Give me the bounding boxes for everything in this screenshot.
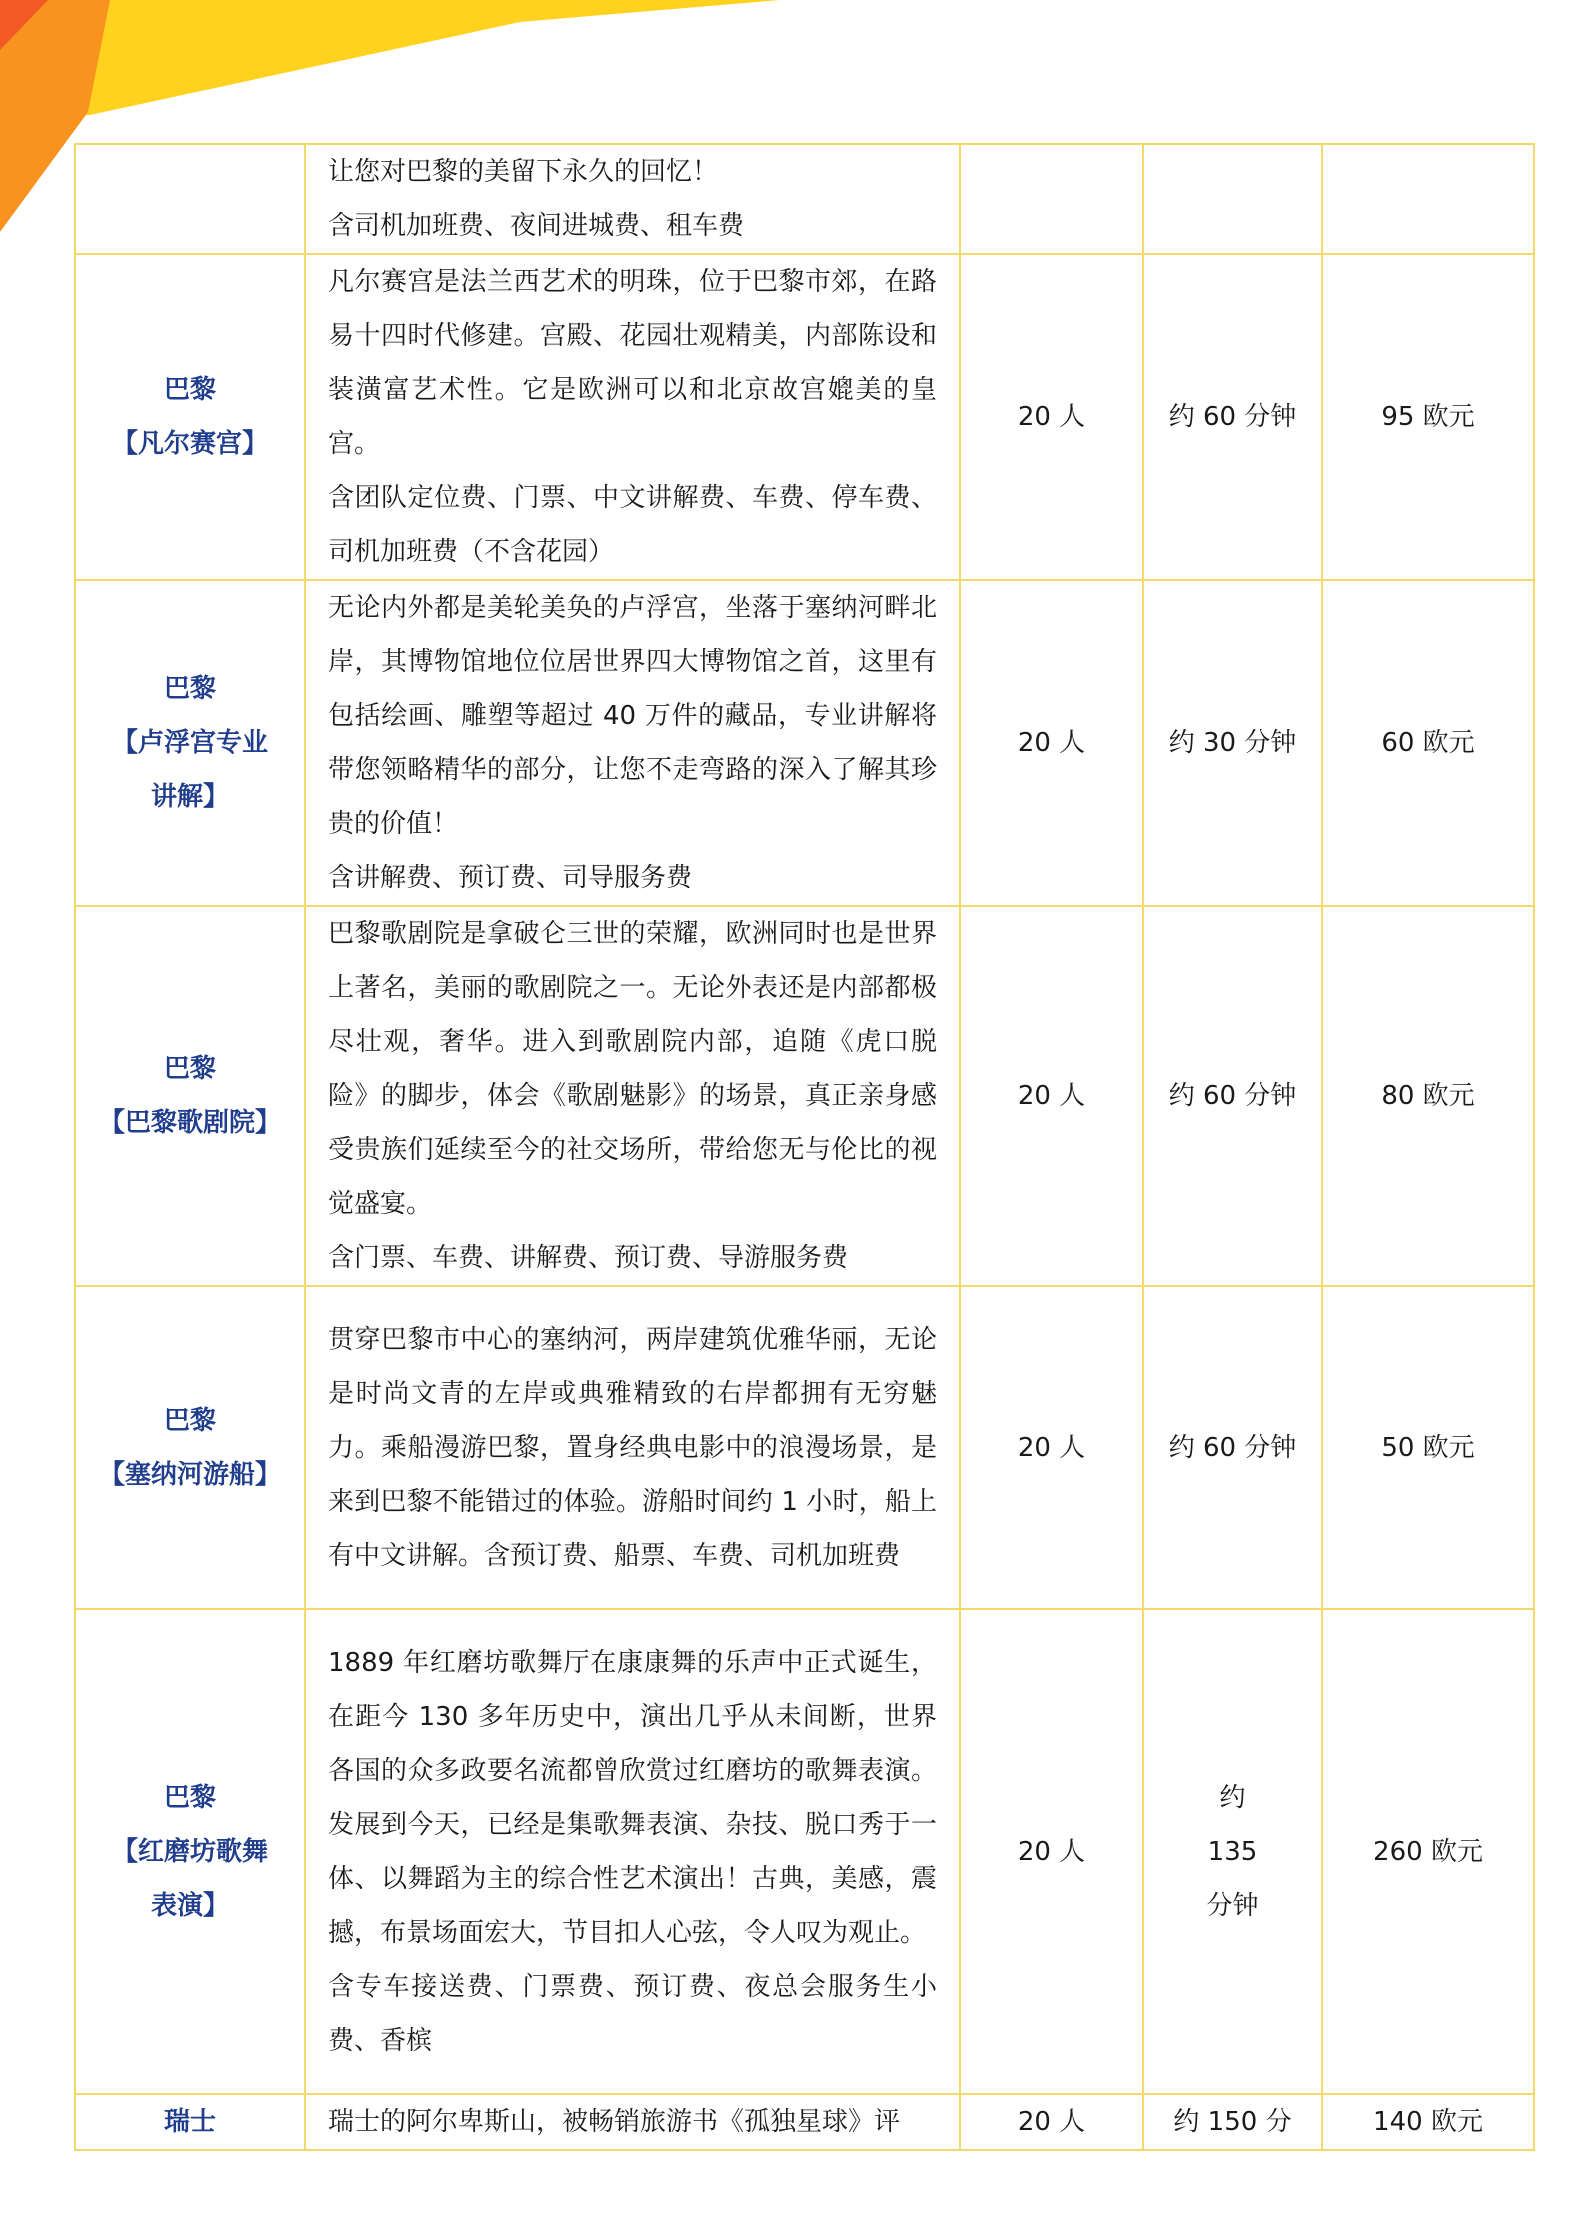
place-name-line: 【巴黎歌剧院】 [98,1108,281,1138]
includes-text: 含司机加班费、夜间进城费、租车费 [328,211,745,241]
description-text: 瑞士的阿尔卑斯山，被畅销旅游书《孤独星球》评 [328,2107,901,2137]
duration-cell: 约 60 分钟 [1143,906,1322,1286]
place-cell [75,2094,305,2150]
description-text: 让您对巴黎的美留下永久的回忆！ [328,157,719,187]
table-row [75,254,1534,580]
people-cell [960,144,1143,254]
place-cell [75,906,305,1286]
people-cell: 20 人 [960,2094,1143,2150]
price-cell: 60 欧元 [1322,580,1534,906]
description-cell [305,906,960,1286]
place-city: 巴黎 [163,1782,216,1813]
place-name-line: 【凡尔赛宫】 [111,429,268,459]
people-cell: 20 人 [960,1286,1143,1609]
table-row [75,2094,1534,2150]
duration-cell: 约 135 分钟 [1143,1609,1322,2094]
duration-cell [1143,144,1322,254]
place-name-line: 讲解】 [150,782,229,812]
people-cell: 20 人 [960,906,1143,1286]
place-name-line: 【红磨坊歌舞 [111,1836,268,1867]
description-cell [305,2094,960,2150]
place-city: 巴黎 [163,674,216,704]
description-cell [305,254,960,580]
place-city: 巴黎 [163,1405,216,1436]
description-cell [305,1286,960,1609]
activity-table [74,143,1535,2151]
place-name-line: 【卢浮宫专业 [111,728,268,758]
people-cell: 20 人 [960,580,1143,906]
table-row [75,906,1534,1286]
price-cell: 260 欧元 [1322,1609,1534,2094]
place-cell [75,1609,305,2094]
table-row [75,1286,1534,1609]
place-cell [75,144,305,254]
place-city: 巴黎 [163,375,216,405]
price-cell [1322,144,1534,254]
place-cell [75,1286,305,1609]
description-cell [305,144,960,254]
description-text: 1889 年红磨坊歌舞厅在康康舞的乐声中正式诞生，在距今 130 多年历史中，演出几乎从未间断，世界各国的众多政要名流都曾欣赏过红磨坊的歌舞表演。发展到今天，已经是集歌舞表演、杂技、脱口秀于一体、以舞蹈为主的综合性艺术演出！古典，美感，震撼，布景场面宏大，节目扣人心弦，令人叹为观止。 [328,1647,937,1948]
includes-text: 含门票、车费、讲解费、预订费、导游服务费 [328,1243,849,1273]
table-row [75,144,1534,254]
place-cell [75,580,305,906]
people-cell: 20 人 [960,1609,1143,2094]
includes-text: 含讲解费、预订费、司导服务费 [328,863,693,893]
place-city: 巴黎 [163,1054,216,1084]
place-city: 瑞士 [163,2107,216,2137]
duration-cell: 约 60 分钟 [1143,254,1322,580]
duration-cell: 约 60 分钟 [1143,1286,1322,1609]
description-text: 凡尔赛宫是法兰西艺术的明珠，位于巴黎市郊，在路易十四时代修建。宫殿、花园壮观精美，内部陈设和装潢富艺术性。它是欧洲可以和北京故宫媲美的皇宫。 [328,267,937,459]
description-text: 巴黎歌剧院是拿破仑三世的荣耀，欧洲同时也是世界上著名，美丽的歌剧院之一。无论外表还是内部都极尽壮观，奢华。进入到歌剧院内部，追随《虎口脱险》的脚步，体会《歌剧魅影》的场景，真正亲身感受贵族们延续至今的社交场所，带给您无与伦比的视觉盛宴。 [328,919,937,1219]
price-cell: 140 欧元 [1322,2094,1534,2150]
duration-cell: 约 30 分钟 [1143,580,1322,906]
includes-text: 含团队定位费、门票、中文讲解费、车费、停车费、司机加班费（不含花园） [328,483,937,567]
description-text: 无论内外都是美轮美奂的卢浮宫，坐落于塞纳河畔北岸，其博物馆地位位居世界四大博物馆之首，这里有包括绘画、雕塑等超过 40 万件的藏品，专业讲解将带您领略精华的部分，让您不走弯路的深入了解其珍贵的价值！ [328,593,937,839]
description-cell [305,1609,960,2094]
place-name-line: 表演】 [150,1890,229,1921]
description-text: 贯穿巴黎市中心的塞纳河，两岸建筑优雅华丽，无论是时尚文青的左岸或典雅精致的右岸都拥有无穷魅力。乘船漫游巴黎，置身经典电影中的浪漫场景，是来到巴黎不能错过的体验。游船时间约 1 小时，船上有中文讲解。含预订费、船票、车费、司机加班费 [328,1324,937,1571]
price-cell: 95 欧元 [1322,254,1534,580]
description-cell [305,580,960,906]
people-cell: 20 人 [960,254,1143,580]
price-cell: 50 欧元 [1322,1286,1534,1609]
price-cell: 80 欧元 [1322,906,1534,1286]
place-name-line: 【塞纳河游船】 [98,1459,281,1490]
table-row [75,1609,1534,2094]
includes-text: 含专车接送费、门票费、预订费、夜总会服务生小费、香槟 [328,1971,937,2056]
duration-cell: 约 150 分 [1143,2094,1322,2150]
table-row [75,580,1534,906]
place-cell [75,254,305,580]
